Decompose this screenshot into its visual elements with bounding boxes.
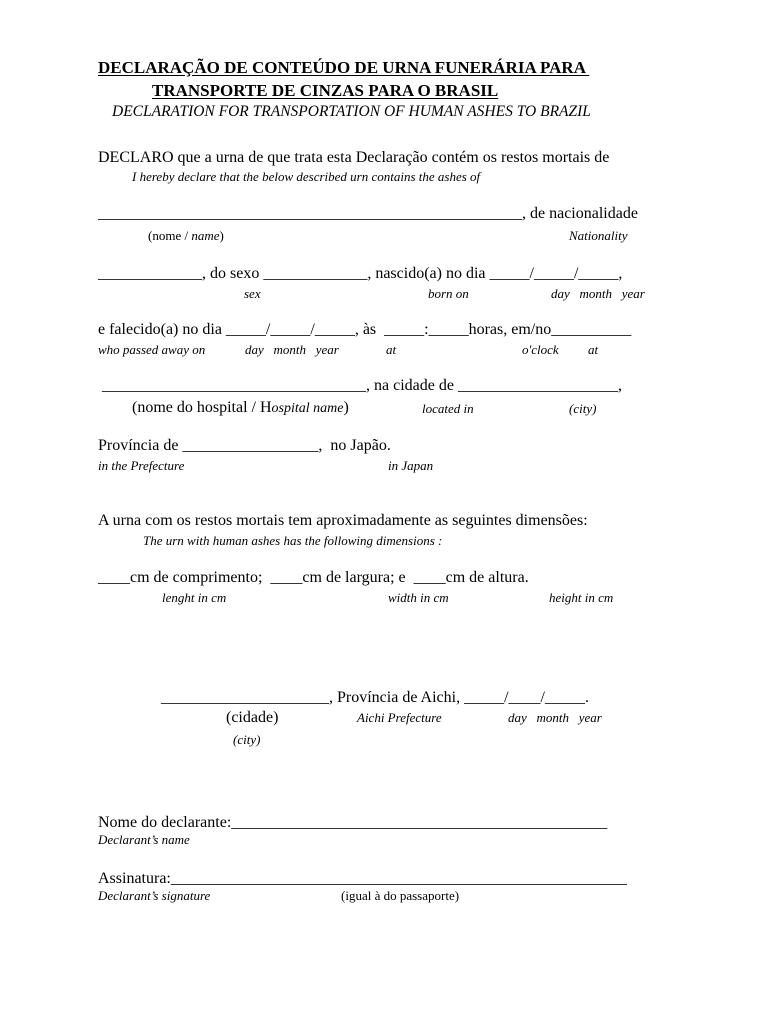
urn-dimensions-intro: A urna com os restos mortais tem aproximadamente as seguintes dimensões:	[98, 512, 588, 529]
name-nationality-line: _____________________________________________________, de nacionalidade	[98, 205, 638, 222]
death-line: e falecido(a) no dia _____/_____/_____, às _____:_____horas, em/no__________	[98, 321, 632, 338]
passport-note: (igual à do passaporte)	[341, 888, 460, 903]
title-line-2: TRANSPORTE DE CINZAS PARA O BRASIL	[152, 81, 499, 100]
declarant-name-line: Nome do declarante:_______________________________________________	[98, 814, 608, 831]
subtitle: DECLARATION FOR TRANSPORTATION OF HUMAN ASHES TO BRAZIL	[112, 103, 591, 120]
dimensions-line: ____cm de comprimento; ____cm de largura; e ____cm de altura.	[98, 569, 529, 586]
nationality-label: Nationality	[569, 228, 628, 243]
death-date-labels: day month year	[245, 342, 339, 357]
height-label: height in cm	[549, 590, 614, 605]
sex-label: sex	[244, 286, 261, 301]
aichi-prefecture-label: Aichi Prefecture	[357, 710, 442, 725]
city-label-2: (city)	[233, 732, 261, 747]
hospital-name-label: (nome do hospital / Hospital name)	[132, 399, 349, 416]
at-label-2: at	[588, 342, 599, 357]
birth-date-labels: day month year	[551, 286, 645, 301]
passed-away-label: who passed away on	[98, 342, 206, 357]
name-label: (nome / name)	[148, 228, 224, 243]
signature-label: Declarant’s signature	[98, 888, 211, 903]
oclock-label: o'clock	[522, 342, 559, 357]
province-line: Província de _________________, no Japão.	[98, 437, 391, 454]
prefecture-label: in the Prefecture	[98, 458, 185, 473]
at-label-1: at	[386, 342, 397, 357]
signature-line: Assinatura:_________________________________________________________	[98, 870, 627, 887]
sex-birth-line: _____________, do sexo _____________, nascido(a) no dia _____/_____/_____,	[98, 265, 623, 282]
declarant-name-label: Declarant’s name	[98, 832, 190, 847]
width-label: width in cm	[388, 590, 449, 605]
hospital-city-line: _________________________________, na cidade de ____________________,	[98, 377, 622, 394]
cidade-label: (cidade)	[226, 709, 279, 726]
intro-text: DECLARO que a urna de que trata esta Declaração contém os restos mortais de	[98, 149, 610, 166]
title-line-1: DECLARAÇÃO DE CONTEÚDO DE URNA FUNERÁRIA PARA	[98, 58, 590, 77]
intro-text-en: I hereby declare that the below described urn contains the ashes of	[132, 169, 481, 184]
urn-dimensions-intro-en: The urn with human ashes has the following dimensions :	[143, 533, 443, 548]
length-label: lenght in cm	[162, 590, 227, 605]
born-on-label: born on	[428, 286, 469, 301]
city-label: (city)	[569, 401, 597, 416]
place-date-line: _____________________, Província de Aichi, _____/____/_____.	[161, 689, 589, 706]
located-in-label: located in	[422, 401, 474, 416]
sign-date-labels: day month year	[508, 710, 602, 725]
japan-label: in Japan	[388, 458, 434, 473]
